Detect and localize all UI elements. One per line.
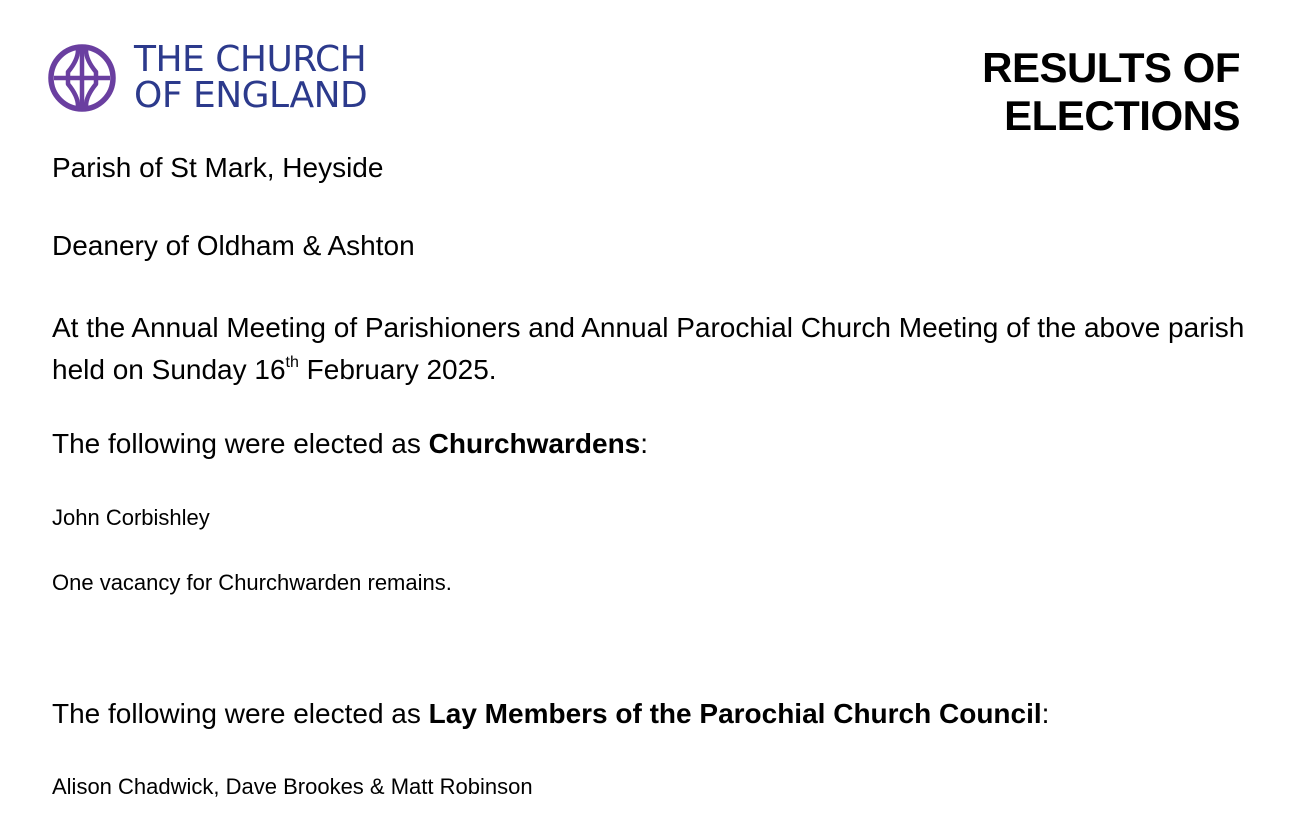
pcc-heading [52, 698, 1049, 730]
pcc-colon: : [1041, 698, 1050, 729]
meeting-text-after: February 2025. [298, 354, 497, 385]
churchwardens-colon: : [640, 428, 649, 459]
churchwardens-names: John Corbishley [52, 505, 210, 530]
pcc-role: Lay Members of the Parochial Church Council [428, 698, 1042, 729]
meeting-ordinal-suffix: th [285, 354, 299, 371]
parish-name: Parish of St Mark, Heyside [52, 152, 384, 183]
logo-line-1: THE CHURCH [134, 39, 367, 80]
churchwardens-role: Churchwardens [428, 428, 641, 459]
pcc-lead: The following were elected as [52, 698, 429, 729]
churchwarden-vacancy-note: One vacancy for Churchwarden remains. [52, 570, 452, 595]
church-of-england-cross-logo-icon [46, 42, 118, 114]
church-of-england-logo [46, 39, 368, 116]
page-title: RESULTS OF ELECTIONS [982, 44, 1240, 139]
pcc-names: Alison Chadwick, Dave Brookes & Matt Robinson [52, 774, 533, 799]
logo-wordmark [134, 39, 368, 116]
meeting-text-before: At the Annual Meeting of Parishioners and Annual Parochial Church Meeting of the above parish held on Sunday 16 [52, 312, 1245, 385]
deanery-name: Deanery of Oldham & Ashton [52, 230, 415, 261]
logo-line-2: OF ENGLAND [134, 75, 368, 116]
meeting-statement [52, 307, 1262, 391]
churchwardens-lead: The following were elected as [52, 428, 429, 459]
churchwardens-heading [52, 428, 648, 460]
